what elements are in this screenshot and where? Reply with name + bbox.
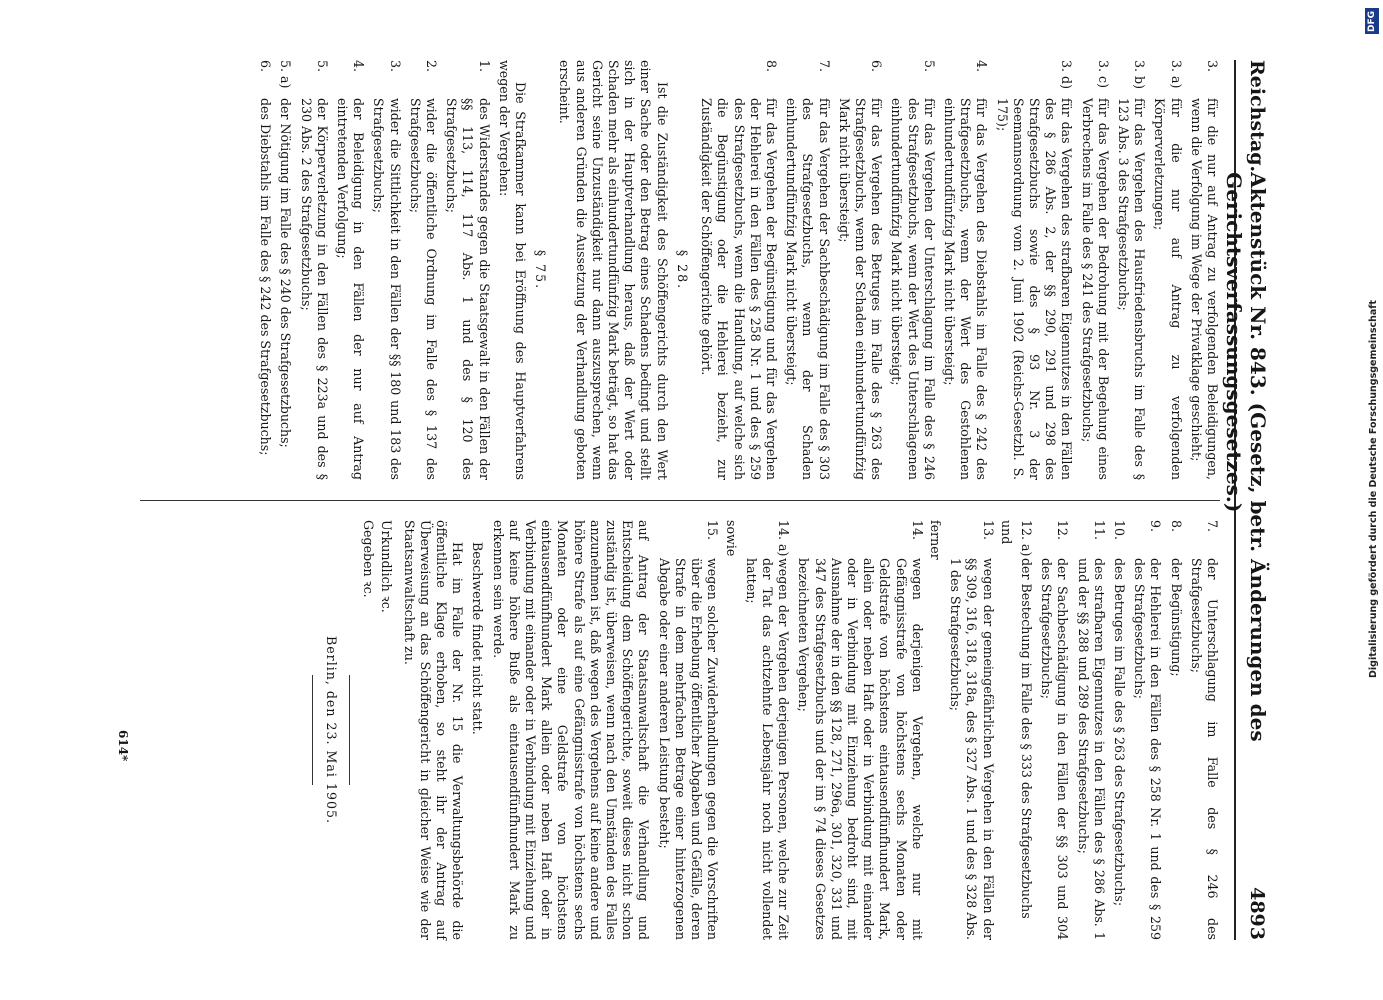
item-number: 6.: [869, 60, 885, 73]
list-item: [1151, 60, 1183, 480]
footer-mark: 614*: [116, 730, 130, 762]
item-number: 3.: [387, 60, 403, 73]
item-text: der Unterschlagung im Falle des § 246 des Strafgesetzbuchs;: [1188, 558, 1220, 940]
conjunction-und: und: [998, 520, 1014, 545]
section-75-item-list: [257, 60, 492, 480]
item-text: der Nötigung im Falle des § 240 des Strafgesetzbuchs;: [278, 98, 294, 448]
list-item: [1038, 520, 1070, 940]
column-divider: [140, 500, 1220, 501]
conjunction-sowie: sowie: [723, 520, 739, 557]
list-item: [941, 60, 990, 480]
list-item: [1111, 520, 1127, 940]
section-75-intro: Die Strafkammer kann bei Eröffnung des Hauptverfahrens wegen der Vergehen:: [496, 60, 529, 480]
item-number: 1.: [476, 60, 492, 73]
item-text: für das Vergehen des strafbaren Eigennutzes in den Fällen des § 286 Abs. 2, der §§ 290, 291 und 298 des Strafgesetzbuchs sowie des § 93 Nr. 3 der Seemannsordnung vom 2. Juni 1902 (Reichs-Gesetzbl. S. 175);: [994, 98, 1075, 480]
item-text: für das Vergehen des Betruges im Falle des § 263 des Strafgesetzbuchs, wenn der Schaden einhundertundfünfzig Mark nicht übersteigt;: [836, 98, 885, 480]
nr15-paragraph: Hat im Falle der Nr. 15 die Verwaltungsbehörde die öffentliche Klage erhoben, so steht ihr der Antrag auf Überweisung an das Schöffengericht in gleicher Weise wie der Staatsanwaltschaft zu.: [401, 520, 466, 940]
right-column: [302, 520, 1220, 940]
item-number: 5.: [921, 60, 937, 73]
left-item-list: [698, 60, 1220, 480]
list-item: [656, 520, 721, 940]
list-item: [334, 60, 366, 480]
signature-rule: [312, 675, 313, 785]
list-item: [1188, 60, 1220, 480]
item-number: 3. d): [1059, 60, 1075, 89]
item-text: wegen der gemeingefährlichen Vergehen in den Fällen der §§ 309, 316, 318, 318a, des § 327 Abs. 1 und des § 328 Abs. 1 des Strafgesetzbuchs;: [948, 558, 996, 940]
item-text: für das Vergehen des Hausfriedensbruchs im Falle des § 123 Abs. 3 des Strafgesetzbuchs;: [1115, 98, 1148, 480]
right-item-list-a: [1018, 520, 1220, 940]
item-number: 3. a): [1168, 60, 1184, 89]
item-number: 11.: [1091, 520, 1107, 541]
list-item: [1188, 520, 1220, 940]
digitization-credit: Digitalisierung gefördert durch die Deutsche Forschungsgemeinschaft: [1368, 300, 1379, 678]
item-number: 2.: [424, 60, 440, 73]
item-text: wegen solcher Zuwiderhandlungen gegen die Vorschriften über die Erhebung öffentlicher Abgaben und Gefälle, deren Strafe in dem mehrfachen Betrage einer hinterzogenen Abgabe oder einer anderen Leistung besteht;: [656, 558, 721, 940]
item-number: 3. b): [1132, 60, 1148, 89]
item-text: der Begünstigung;: [1168, 558, 1184, 677]
closing-paragraph: auf Antrag der Staatsanwaltschaft die Verhandlung und Entscheidung dem Schöffengerichte, soweit dieses nicht schon zuständig ist, überweisen, wenn nach den Umständen des Falles anzunehmen ist, daß wegen des Vergehens auf keine andere und höhere Strafe als auf eine Gefängnisstrafe von höchstens sechs Monaten oder eine Geldstrafe von höchstens eintausendfünfhundert Mark allein oder neben Haft oder in Verbindung mit einander oder in Verbindung mit Einziehung und auf keine höhere Buße als eintausendfünfhundert Mark zu erkennen sein werde.: [490, 520, 652, 940]
item-text: für das Vergehen des Diebstahls im Falle des § 242 des Strafgesetzbuchs, wenn der Wert des Gestohlenen einhundertundfünfzig Mark nicht übersteigt;: [941, 98, 990, 480]
item-text: für das Vergehen der Sachbeschädigung im Falle des § 303 des Strafgesetzbuchs, wenn der Schaden einhundertundfünfzig Mark nicht übersteigt;: [784, 98, 832, 480]
item-number: 3. c): [1095, 60, 1111, 88]
item-text: der Beleidigung in den Fällen der nur auf Antrag eintretenden Verfolgung;: [335, 98, 367, 480]
list-item: [947, 520, 996, 940]
item-number: 14. a): [776, 520, 792, 557]
item-text: der Hehlerei in den Fällen des § 258 Nr. 1 und des § 259 des Strafgesetzbuchs;: [1132, 558, 1164, 940]
signature-rule: [349, 675, 350, 785]
item-text: für das Vergehen der Unterschlagung im Falle des § 246 des Strafgesetzbuchs, wenn der Wert des Unterschlagenen einhundertundfünfzig Mark nicht übersteigt;: [889, 98, 937, 480]
item-number: 15.: [705, 520, 721, 541]
section-75-heading: § 75.: [533, 249, 549, 291]
list-item: [743, 520, 792, 940]
item-number: 9.: [1148, 520, 1164, 533]
item-number: 8.: [763, 60, 779, 73]
left-column: [253, 60, 1220, 480]
conjunction-ferner: ferner: [927, 520, 943, 560]
item-text: des Betruges im Falle des § 263 des Strafgesetzbuchs;: [1111, 558, 1127, 907]
list-item: [370, 60, 402, 480]
item-number: 7.: [1205, 520, 1220, 533]
item-text: der Körperverletzung in den Fällen des § 223a und des § 230 Abs. 2 des Strafgesetzbuchs;: [298, 98, 330, 480]
signature-line-1: Urkundlich ꝛc.: [379, 520, 395, 613]
item-text: wegen derjenigen Vergehen, welche nur mit Gefängnisstrafe von höchstens sechs Monaten oder Geldstrafe von höchstens eintausendfünfhundert Mark, allein oder neben Haft oder in Verbindung mit einander oder in Verbindung mit Einziehung bedroht sind, mit Ausnahme der in den §§ 128, 271, 296a, 301, 320, 331 und 347 des Strafgesetzbuchs und der im § 74 dieses Gesetzes bezeichneten Vergehen;: [796, 558, 925, 940]
list-item: [698, 60, 779, 480]
item-text: für das Vergehen der Begünstigung und für das Vergehen der Hehlerei in den Fällen des § 258 Nr. 1 und des § 259 des Strafgesetzbuchs, wenn die Handlung, auf welche sich die Begünstigung oder die Hehlerei bezieht, zur Zuständigkeit der Schöffengerichte gehört.: [699, 98, 779, 480]
item-text: der Sachbeschädigung in den Fällen der §§ 303 und 304 des Strafgesetzbuchs;: [1039, 558, 1071, 940]
item-text: wegen der Vergehen derjenigen Personen, welche zur Zeit der Tat das achtzehnte Lebensjahr noch nicht vollendet hatten;: [743, 558, 792, 940]
header-left: Reichstag.: [1246, 60, 1268, 173]
item-text: der Bestechung im Falle des § 333 des Strafgesetzbuchs: [1018, 558, 1034, 919]
signature-block: [312, 520, 395, 940]
page-header: [1222, 60, 1270, 940]
item-number: 12. a): [1018, 520, 1034, 557]
list-item: [783, 60, 832, 480]
document-page: [60, 0, 1300, 1000]
item-text: für das Vergehen der Bedrohung mit der Begehung eines Verbrechens im Falle des § 241 des Strafgesetzbuchs;: [1079, 98, 1111, 480]
item-number: 13.: [980, 520, 996, 541]
item-number: 3.: [1205, 60, 1220, 73]
list-item: [277, 60, 293, 480]
item-number: 5.: [314, 60, 330, 73]
item-text: wider die öffentliche Ordnung im Falle des § 137 des Strafgesetzbuchs;: [407, 98, 440, 480]
item-number: 14.: [909, 520, 925, 541]
item-text: für die nur auf Antrag zu verfolgenden Körperverletzungen;: [1152, 98, 1184, 480]
list-item: [443, 60, 492, 480]
item-text: des strafbaren Eigennutzes in den Fällen des § 286 Abs. 1 und der §§ 288 und 289 des Strafgesetzbuchs;: [1075, 558, 1107, 940]
item-number: 10.: [1111, 520, 1127, 541]
header-page-number: 4893: [1246, 887, 1268, 940]
item-number: 5. a): [278, 60, 294, 89]
list-item: [993, 60, 1074, 480]
item-text: des Diebstahls im Falle des § 242 des Strafgesetzbuchs;: [258, 98, 274, 456]
list-item: [1131, 520, 1163, 940]
list-item: [836, 60, 885, 480]
list-item: [1167, 520, 1183, 940]
item-text: des Widerstandes gegen die Staatsgewalt in den Fällen der §§ 113, 114, 117 Abs. 1 und des § 120 des Strafgesetzbuchs;: [444, 98, 492, 480]
list-item: [1018, 520, 1034, 940]
item-number: 4.: [351, 60, 367, 73]
section-28-text: Ist die Zuständigkeit des Schöffengerichts durch den Wert einer Sache oder den Betrag eines Schadens bedingt und stellt sich in der Hauptverhandlung heraus, daß der Wert oder Schaden mehr als einhundertundfünfzig Mark beträgt, so hat das Gericht seine Unzuständigkeit nur dann auszusprechen, wenn aus anderen Gründen die Aussetzung der Verhandlung geboten erscheint.: [557, 60, 670, 480]
list-item: [257, 60, 273, 480]
list-item: [297, 60, 329, 480]
item-number: 8.: [1168, 520, 1184, 533]
item-text: für die nur auf Antrag zu verfolgenden Beleidigungen, wenn die Verfolgung im Wege der Privatklage geschieht;: [1188, 98, 1220, 480]
beschwerde-note: Beschwerde findet nicht statt.: [470, 542, 486, 735]
signature-line-2: Gegeben ꝛc.: [361, 520, 377, 598]
list-item: [888, 60, 937, 480]
item-number: 7.: [816, 60, 832, 73]
section-28-heading: § 28.: [674, 249, 690, 291]
item-number: 4.: [974, 60, 990, 73]
item-text: wider die Sittlichkeit in den Fällen der §§ 180 und 183 des Strafgesetzbuchs;: [371, 98, 403, 480]
right-item-list-b: [743, 520, 925, 940]
header-title: Aktenstück Nr. 843. (Gesetz, betr. Änderungen des Gerichtsverfassungsgesetzes.): [1222, 172, 1270, 742]
dfg-logo: DFG: [1365, 8, 1379, 34]
signature-date: Berlin, den 23. Mai 1905.: [324, 635, 340, 825]
list-item: [1115, 60, 1147, 480]
list-item: [795, 520, 925, 940]
list-item: [1074, 520, 1106, 940]
list-item: [1078, 60, 1110, 480]
list-item: [407, 60, 439, 480]
item-number: 12.: [1055, 520, 1071, 541]
item-number: 6.: [258, 60, 274, 73]
